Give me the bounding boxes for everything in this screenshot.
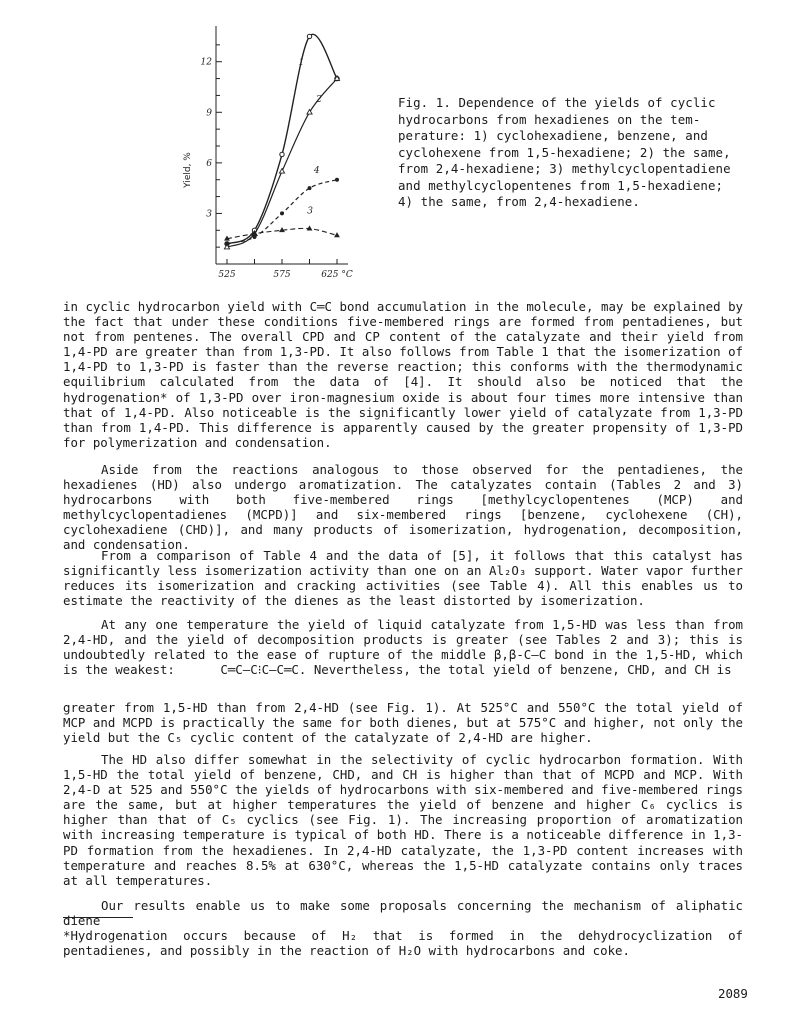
figure-1 (176, 22, 366, 284)
footnote (63, 928, 743, 958)
paragraph-2-text: Aside from the reactions analogous to those observed for the pentadienes, the hexadienes (HD) also undergo aromatization. The catalyzates contain (Tables 2 and 3) hydrocarbons with both five-membered rings [methylcyclopentenes (MCP) and methylcyclopentadienes (MCPD)] and six-membered rings [benzene, cyclohexene (CH), cyclohexadiene (CHD)], and many products of isomerization, hydrogenation, decomposition, and condensation. (63, 462, 743, 553)
data-point-1 (307, 34, 311, 38)
paragraph-7-text: Our results enable us to make some proposals concerning the mechanism of aliphatic diene (63, 898, 743, 929)
data-point-4 (308, 186, 312, 190)
curve-label-1: 1 (298, 58, 305, 69)
x-tick-label: 525 (218, 270, 236, 280)
y-tick-labels (201, 58, 213, 220)
x-tick-label: 575 (273, 270, 291, 280)
paragraph-5-text: greater from 1,5-HD than from 2,4-HD (see Fig. 1). At 525°C and 550°C the total yield of MCP and MCPD is practically the same for both dienes, but at 575°C and higher, not only the yield but the C₅ cyclic content of the catalyzate of 2,4-HD are higher. (63, 700, 743, 746)
paragraph-4-part-a: At any one temperature the yield of liquid catalyzate from 1,5-HD was less than from 2,4-HD, and the yield of decomposition products is greater (see Tables 2 and 3); this is undoubtedly related to the ease of rupture of the middle β,β-C–C bond in the 1,5-HD, which is the weakest: (63, 617, 743, 678)
x-tick-labels (218, 270, 352, 280)
paragraph-2 (63, 462, 743, 553)
curve-labels (299, 58, 323, 216)
curve-label-2: 2 (316, 95, 322, 106)
y-tick-label: 9 (206, 108, 212, 119)
y-axis-title: Yield, % (183, 152, 193, 188)
paragraph-4-part-b: Nevertheless, the total yield of benzene, CHD, and CH is (306, 662, 732, 678)
paragraph-4-text (63, 617, 743, 677)
series-layer (224, 34, 339, 249)
page-number: 2089 (718, 986, 748, 1001)
data-point-4 (335, 178, 339, 182)
figure-caption: Fig. 1. Dependence of the yields of cyclic hydrocarbons from hexadienes on the tem- perature: 1) cyclohexadiene, benzene, and cyclohexene from 1,5-hexadiene; 2) the same, from 2,4-hexadiene; 3) methylcyclopentadiene and methylcyclopentenes from 1,5-hexadiene; 4) the same, from 2,4-hexadiene. (398, 95, 731, 209)
x-tick-marks (227, 259, 337, 264)
curve-label-3: 3 (307, 206, 314, 217)
footnote-separator (63, 917, 133, 918)
curve-label-4: 4 (313, 165, 320, 176)
data-point-4 (280, 211, 284, 215)
paragraph-1-text: in cyclic hydrocarbon yield with C═C bond accumulation in the molecule, may be explained by the fact that under these conditions five-membered rings are formed from pentadienes, but not from pentenes. The overall CPD and CP content of the catalyzate and their yield from 1,4-PD are greater than from 1,3-PD. It also follows from Table 1 that the isomerization of 1,4-PD to 1,3-PD is faster than the reverse reaction; this conforms with the thermodynamic equilibrium calculated from the data of [4]. It should also be noticed that the hydrogenation* of 1,3-PD over iron-magnesium oxide is about four times more intensive than that of 1,4-PD. Also noticeable is the significantly lower yield of catalyzate from 1,3-PD than from 1,4-PD. This difference is apparently caused by the greater propensity of 1,3-PD for polymerization and condensation. (63, 299, 743, 450)
paragraph-6-text: The HD also differ somewhat in the selectivity of cyclic hydrocarbon formation. With 1,5-HD the total yield of benzene, CHD, and CH is higher than that of MCPD and MCP. With 2,4-D at 525 and 550°C the yields of hydrocarbons with six-membered and five-membered rings are the same, but at higher temperatures the yield of benzene and higher C₆ cyclics is higher than that of C₅ cyclics (see Fig. 1). The increasing proportion of aromatization with increasing temperature is typical of both HD. There is a noticeable difference in 1,3-PD formation from the hexadienes. In 2,4-HD catalyzate, the 1,3-PD content increases with temperature and reaches 8.5% at 630°C, whereas the 1,5-HD catalyzate contains only traces at all temperatures. (63, 752, 743, 888)
paragraph-5 (63, 700, 743, 745)
paragraph-3-text: From a comparison of Table 4 and the data of [5], it follows that this catalyst has significantly less isomerization activity than one on an Al₂O₃ support. Water vapor further reduces its isomerization and cracking activities (see Table 4). All this enables us to estimate the reactivity of the dienes as the least distorted by isomerization. (63, 548, 743, 609)
data-point-3 (335, 233, 340, 237)
data-point-1 (280, 152, 284, 156)
weakest-bond-formula: C═C—C⁝C—C═C. (220, 662, 307, 678)
paragraph-4 (63, 617, 743, 677)
paragraph-7 (63, 898, 743, 928)
footnote-text: *Hydrogenation occurs because of H₂ that is formed in the dehydrocyclization of pentadienes, and possibly in the reaction of H₂O with hydrocarbons and coke. (63, 928, 743, 959)
paragraph-3 (63, 548, 743, 608)
y-tick-label: 6 (206, 158, 212, 169)
y-tick-marks (216, 45, 222, 247)
paragraph-6 (63, 752, 743, 888)
data-point-4 (253, 235, 257, 239)
y-tick-label: 3 (206, 209, 212, 220)
paragraph-1 (63, 299, 743, 450)
y-tick-label: 12 (200, 57, 212, 68)
data-point-4 (225, 242, 229, 246)
yield-chart (176, 22, 366, 284)
x-tick-label: 625 °C (321, 270, 353, 280)
data-point-2 (279, 168, 284, 173)
